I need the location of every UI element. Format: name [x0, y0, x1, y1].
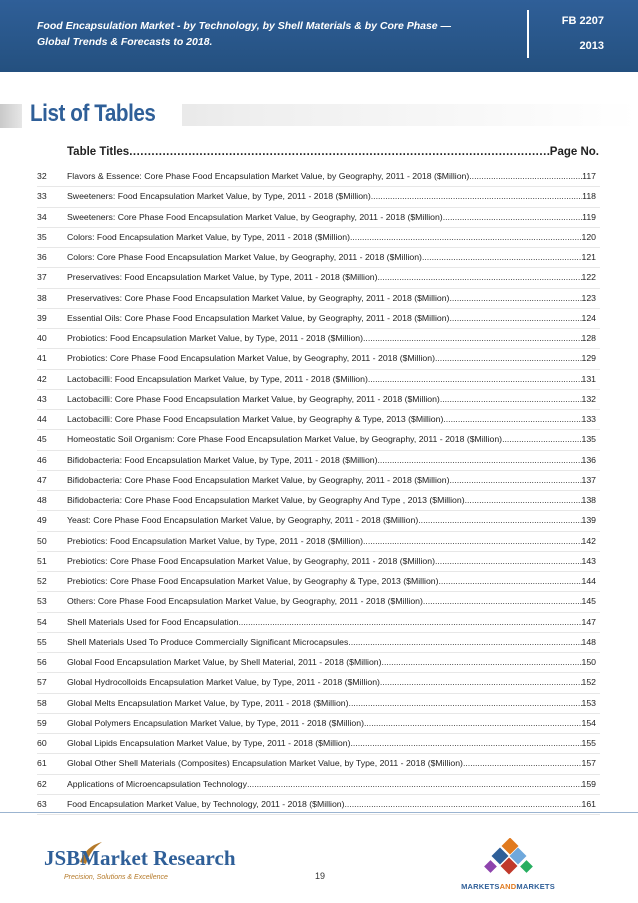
toc-row[interactable] [0, 714, 638, 734]
page-ref: 120 [581, 231, 596, 242]
toc-row[interactable] [0, 572, 638, 592]
table-title: Probiotics: Food Encapsulation Market Value, by Type, 2011 - 2018 ($Million) [67, 333, 364, 343]
toc-entry [67, 374, 596, 384]
table-title: Shell Materials Used for Food Encapsulation [67, 616, 239, 627]
toc-entry [67, 293, 596, 303]
table-number: 48 [37, 495, 47, 505]
dot-leader [423, 596, 582, 606]
page-number: 19 [314, 871, 325, 881]
toc-entry [67, 576, 596, 586]
toc-row[interactable] [0, 694, 638, 714]
toc-row[interactable] [0, 248, 638, 268]
dot-leader [422, 252, 582, 262]
page-ref: 122 [581, 272, 596, 283]
page-ref: 145 [581, 596, 596, 607]
dot-leader [443, 414, 581, 424]
toc-entry [67, 637, 596, 647]
toc-row[interactable] [0, 187, 638, 207]
dot-leader [439, 576, 582, 586]
dot-leader [363, 333, 581, 343]
dot-leader [469, 171, 582, 181]
table-title: Lactobacilli: Food Encapsulation Market Value, by Type, 2011 - 2018 ($Million) [67, 373, 368, 384]
document-title: Food Encapsulation Market - by Technology, by Shell Materials & by Core Phase — Global Trends & Forecasts to 2018. [37, 20, 452, 48]
page-ref: 129 [581, 353, 596, 364]
logo-tagline: Precision, Solutions & Excellence [64, 874, 168, 881]
toc-row[interactable] [0, 491, 638, 511]
toc-row[interactable] [0, 592, 638, 612]
table-title: Prebiotics: Food Encapsulation Market Value, by Type, 2011 - 2018 ($Million) [67, 535, 364, 546]
dot-leader [449, 313, 581, 323]
table-title: Colors: Core Phase Food Encapsulation Market Value, by Geography, 2011 - 2018 ($Million) [67, 252, 422, 262]
toc-entry [67, 212, 596, 222]
table-number: 40 [37, 333, 47, 343]
dot-leader [371, 191, 582, 201]
dot-leader [465, 495, 582, 505]
table-title: Food Encapsulation Market Value, by Technology, 2011 - 2018 ($Million) [67, 798, 345, 809]
dot-leader [350, 232, 582, 242]
report-year: 2013 [579, 40, 604, 52]
page-ref: 153 [581, 697, 596, 708]
table-title: Global Hydrocolloids Encapsulation Market Value, by Type, 2011 - 2018 ($Million) [67, 677, 380, 688]
dot-leader [449, 293, 581, 303]
toc-row[interactable] [0, 673, 638, 693]
row-separator [37, 814, 600, 815]
page-ref: 154 [581, 717, 596, 728]
heading-accent-bar [0, 104, 22, 128]
table-title: Preservatives: Core Phase Food Encapsulation Market Value, by Geography, 2011 - 2018 ($Million) [67, 292, 450, 303]
toc-entry [67, 718, 596, 728]
table-number: 53 [37, 596, 47, 607]
page-ref: 159 [581, 778, 596, 789]
table-number: 63 [37, 798, 47, 809]
toc-entry [67, 596, 596, 606]
table-number: 45 [37, 434, 47, 445]
table-number: 59 [37, 717, 47, 728]
dot-leader [350, 738, 581, 748]
table-number: 32 [37, 171, 47, 181]
page-ref: 132 [581, 393, 596, 404]
toc-entry [67, 252, 596, 262]
table-number: 51 [37, 555, 47, 566]
dot-leader [435, 556, 582, 566]
toc-entry [67, 556, 596, 566]
page-ref: 136 [581, 454, 596, 465]
toc-row[interactable] [0, 370, 638, 390]
table-title: Preservatives: Food Encapsulation Market Value, by Type, 2011 - 2018 ($Million) [67, 272, 378, 283]
table-title: Colors: Food Encapsulation Market Value, by Type, 2011 - 2018 ($Million) [67, 231, 350, 242]
dot-leader [378, 455, 582, 465]
table-number: 57 [37, 677, 47, 688]
toc-row[interactable] [0, 532, 638, 552]
column-page-label: Page No. [549, 146, 599, 158]
toc-entry [67, 191, 596, 201]
page-ref: 135 [581, 434, 596, 445]
table-title: Bifidobacteria: Food Encapsulation Market Value, by Type, 2011 - 2018 ($Million) [67, 454, 378, 465]
toc-entry [67, 495, 596, 505]
table-number: 47 [37, 474, 47, 485]
toc-row[interactable] [0, 552, 638, 572]
table-number: 37 [37, 272, 47, 283]
table-title: Lactobacilli: Core Phase Food Encapsulation Market Value, by Geography, 2011 - 2018 ($Million) [67, 393, 440, 404]
table-title: Lactobacilli: Core Phase Food Encapsulation Market Value, by Geography & Type, 2013 ($Million) [67, 414, 444, 424]
toc-row[interactable] [0, 329, 638, 349]
toc-entry [67, 353, 596, 363]
table-number: 46 [37, 454, 47, 465]
page-ref: 128 [581, 333, 596, 343]
dot-leader [368, 374, 582, 384]
table-number: 42 [37, 373, 47, 384]
table-number: 60 [37, 738, 47, 748]
toc-entry [67, 657, 596, 667]
table-title: Essential Oils: Core Phase Food Encapsulation Market Value, by Geography, 2011 - 2018 ($Million) [67, 312, 450, 323]
dot-leader [380, 677, 582, 687]
toc-row[interactable] [0, 309, 638, 329]
toc-entry [67, 738, 596, 748]
table-title: Applications of Microencapsulation Technology [67, 778, 247, 789]
page-ref: 139 [581, 515, 596, 526]
table-title: Others: Core Phase Food Encapsulation Market Value, by Geography, 2011 - 2018 ($Million) [67, 596, 423, 607]
table-number: 55 [37, 636, 47, 647]
toc-entry [67, 414, 596, 424]
toc-entry [67, 698, 596, 708]
table-title: Flavors & Essence: Core Phase Food Encapsulation Market Value, by Geography, 2011 - 2018 ($Million) [67, 171, 470, 181]
page-ref: 157 [581, 758, 596, 769]
toc-entry [67, 333, 596, 343]
page-ref: 117 [582, 171, 596, 181]
footer-divider [0, 812, 638, 813]
table-of-contents [0, 167, 638, 815]
toc-row[interactable] [0, 734, 638, 754]
table-title: Yeast: Core Phase Food Encapsulation Market Value, by Geography, 2011 - 2018 ($Million) [67, 515, 419, 526]
page-ref: 147 [581, 616, 596, 627]
table-title: Sweeteners: Core Phase Food Encapsulation Market Value, by Geography, 2011 - 2018 ($Million) [67, 211, 443, 222]
page-ref: 144 [581, 576, 596, 586]
table-title: Bifidobacteria: Core Phase Food Encapsulation Market Value, by Geography And Type , 2013 ($Million) [67, 495, 465, 505]
table-title: Prebiotics: Core Phase Food Encapsulation Market Value, by Geography, 2011 - 2018 ($Million) [67, 555, 435, 566]
table-number: 58 [37, 697, 47, 708]
toc-entry [67, 272, 596, 282]
page-ref: 131 [581, 373, 596, 384]
toc-entry [67, 799, 596, 809]
page-ref: 143 [581, 555, 596, 566]
table-title: Prebiotics: Core Phase Food Encapsulation Market Value, by Geography & Type, 2013 ($Million) [67, 576, 439, 586]
table-number: 34 [37, 211, 47, 222]
toc-entry [67, 779, 596, 789]
table-number: 52 [37, 576, 47, 586]
table-number: 44 [37, 414, 47, 424]
table-title: Global Melts Encapsulation Market Value, by Type, 2011 - 2018 ($Million) [67, 697, 349, 708]
marketsandmarkets-logo [458, 838, 558, 893]
toc-entry [67, 758, 596, 768]
toc-row[interactable] [0, 430, 638, 450]
dot-leader [449, 475, 581, 485]
toc-row[interactable] [0, 511, 638, 531]
dot-leader [247, 779, 582, 789]
column-header-leader [129, 146, 550, 158]
section-title: List of Tables [30, 100, 156, 127]
toc-row[interactable] [0, 228, 638, 248]
toc-entry [67, 475, 596, 485]
table-number: 50 [37, 535, 47, 546]
page-ref: 118 [582, 191, 596, 202]
toc-entry [67, 617, 596, 627]
table-title: Global Polymers Encapsulation Market Value, by Type, 2011 - 2018 ($Million) [67, 717, 364, 728]
dot-leader [435, 353, 582, 363]
cubes-icon [458, 838, 558, 882]
table-number: 38 [37, 292, 47, 303]
dot-leader [418, 515, 581, 525]
toc-entry [67, 536, 596, 546]
dot-leader [349, 698, 582, 708]
toc-entry [67, 434, 596, 444]
header-divider [527, 10, 529, 58]
dot-leader [382, 657, 582, 667]
dot-leader [238, 617, 581, 627]
logo-wordmark: MARKETSANDMARKETS [461, 882, 555, 891]
toc-row[interactable] [0, 471, 638, 491]
dot-leader [345, 799, 582, 809]
toc-entry [67, 171, 596, 181]
dot-leader [463, 758, 582, 768]
page-ref: 119 [582, 211, 596, 222]
dot-leader [378, 272, 582, 282]
table-title: Sweeteners: Food Encapsulation Market Value, by Type, 2011 - 2018 ($Million) [67, 191, 371, 202]
table-title: Global Other Shell Materials (Composites) Encapsulation Market Value, by Type, 2011 - 2018 ($Million) [67, 758, 463, 769]
toc-row[interactable] [0, 613, 638, 633]
dot-leader [348, 637, 581, 647]
toc-entry [67, 313, 596, 323]
table-title: Global Lipids Encapsulation Market Value, by Type, 2011 - 2018 ($Million) [67, 738, 351, 748]
table-number: 41 [37, 353, 47, 364]
page-header [0, 0, 638, 72]
report-code: FB 2207 [561, 15, 604, 27]
page-ref: 123 [581, 292, 596, 303]
toc-entry [67, 232, 596, 242]
toc-row[interactable] [0, 167, 638, 187]
toc-row[interactable] [0, 451, 638, 471]
page-ref: 148 [581, 636, 596, 647]
table-number: 33 [37, 191, 47, 202]
page-ref: 124 [581, 312, 596, 323]
toc-row[interactable] [0, 390, 638, 410]
table-number: 39 [37, 312, 47, 323]
toc-entry [67, 455, 596, 465]
page-ref: 138 [581, 495, 596, 505]
toc-row[interactable] [0, 410, 638, 430]
table-number: 61 [37, 758, 47, 769]
dot-leader [363, 536, 581, 546]
toc-column-header [67, 146, 599, 158]
table-title: Probiotics: Core Phase Food Encapsulation Market Value, by Geography, 2011 - 2018 ($Million) [67, 353, 435, 364]
table-number: 49 [37, 515, 47, 526]
table-number: 43 [37, 393, 47, 404]
toc-row[interactable] [0, 633, 638, 653]
toc-entry [67, 677, 596, 687]
table-number: 54 [37, 616, 47, 627]
table-title: Bifidobacteria: Core Phase Food Encapsulation Market Value, by Geography, 2011 - 2018 ($Million) [67, 474, 450, 485]
page-ref: 121 [581, 252, 596, 262]
toc-row[interactable] [0, 289, 638, 309]
dot-leader [364, 718, 582, 728]
toc-row[interactable] [0, 775, 638, 795]
table-number: 56 [37, 657, 47, 667]
page-ref: 161 [581, 798, 596, 809]
jsb-market-research-logo [44, 846, 236, 890]
table-number: 35 [37, 231, 47, 242]
table-title: Global Food Encapsulation Market Value, by Shell Material, 2011 - 2018 ($Million) [67, 657, 382, 667]
toc-entry [67, 394, 596, 404]
column-title-label: Table Titles [67, 146, 130, 158]
table-number: 62 [37, 778, 47, 789]
toc-row[interactable] [0, 653, 638, 673]
toc-row[interactable] [0, 349, 638, 369]
dot-leader [443, 212, 582, 222]
toc-row[interactable] [0, 754, 638, 774]
dot-leader [502, 434, 581, 444]
page-ref: 150 [581, 657, 596, 667]
toc-row[interactable] [0, 208, 638, 228]
page-ref: 152 [581, 677, 596, 688]
page-ref: 155 [581, 738, 596, 748]
page-ref: 137 [581, 474, 596, 485]
toc-entry [67, 515, 596, 525]
page-ref: 133 [581, 414, 596, 424]
dot-leader [440, 394, 582, 404]
table-title: Shell Materials Used To Produce Commercially Significant Microcapsules [67, 636, 349, 647]
page-ref: 142 [581, 535, 596, 546]
logo-brand-text: JSBMarket Research [44, 846, 236, 870]
table-title: Homeostatic Soil Organism: Core Phase Food Encapsulation Market Value, by Geography, 2011 - 2018 ($Million) [67, 434, 503, 445]
toc-row[interactable] [0, 268, 638, 288]
table-number: 36 [37, 252, 47, 262]
